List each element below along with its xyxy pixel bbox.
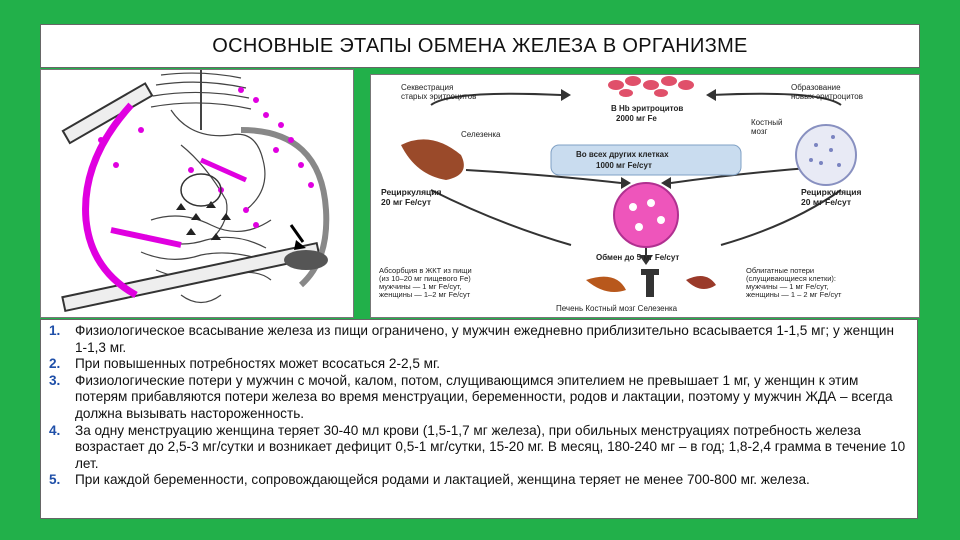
losses-label-1: Облигатные потери — [746, 266, 815, 275]
list-text: Физиологические потери у мужчин с мочой, калом, потом, слущивающимся эпителием не превышает 1 мг, у женщин к этим потерям прибавляются потери железа во время менструации, беременности, родов и лактации, поэтому у мужчин ЖДА – всегда должна вызывать настороженность. — [75, 372, 893, 421]
losses-label-4: женщины — 1 – 2 мг Fe/сут — [746, 290, 842, 299]
list-number: 4. — [49, 422, 61, 438]
recirc-right-label-2: 20 мг Fe/сут — [801, 197, 852, 207]
sequestration-label-1: Секвестрация — [401, 83, 454, 92]
list-text: При каждой беременности, сопровождающейся родами и лактацией, женщина теряет не менее 700-800 мг. железа. — [75, 472, 810, 488]
page-title: ОСНОВНЫЕ ЭТАПЫ ОБМЕНА ЖЕЛЕЗА В ОРГАНИЗМЕ — [212, 34, 748, 57]
marrow-label-1: Костный — [751, 118, 783, 127]
list-number: 2. — [49, 356, 61, 372]
losses-label-3: мужчины — 1 мг Fe/сут, — [746, 282, 829, 291]
hb-pool-label-1: В Hb эритроцитов — [611, 104, 684, 113]
formation-label-1: Образование — [791, 83, 841, 92]
list-item — [49, 472, 907, 489]
recirc-right-label-1: Рециркуляция — [801, 187, 862, 197]
marrow-label-2: мозг — [751, 127, 768, 136]
absorption-label-1: Абсорбция в ЖКТ из пищи — [379, 266, 472, 275]
hb-pool-label-2: 2000 мг Fe — [616, 114, 657, 123]
spleen-label: Селезенка — [461, 130, 501, 139]
list-text: За одну менструацию женщина теряет 30-40 мл крови (1,5-1,7 мг железа), при обильных менструациях потребность железа возрастает до 2,5-3 мг/сутки и возникает дефицит 0,5-1 мг/сутки, 15-20 мг. В месяц, 180-240 мг – в год; 1,8-2,4 грамма в течение 10 лет. — [75, 422, 906, 471]
iron-cycle-diagram — [370, 74, 920, 318]
title-box — [40, 24, 920, 68]
list-number: 5. — [49, 472, 61, 488]
list-item — [49, 323, 907, 356]
list-item — [49, 356, 907, 373]
list-item — [49, 422, 907, 473]
facts-list — [49, 323, 907, 489]
other-cells-label-2: 1000 мг Fe/сут — [596, 161, 652, 170]
list-text: Физиологическое всасывание железа из пищи ограничено, у мужчин ежедневно приблизительно всасывается 1-1,5 мг; у женщин 1-1,3 мг. — [75, 323, 894, 355]
list-number: 3. — [49, 372, 61, 388]
sequestration-label-2: старых эритроцитов — [401, 92, 477, 101]
anatomy-illustration — [40, 69, 354, 318]
other-cells-label-1: Во всех других клетках — [576, 150, 669, 159]
formation-label-2: новых эритроцитов — [791, 92, 863, 101]
recirc-left-label-2: 20 мг Fe/сут — [381, 197, 432, 207]
exchange-label: Обмен до 5 мг Fe/сут — [596, 253, 680, 262]
organs-label: Печень Костный мозг Селезенка — [556, 304, 678, 313]
recirc-left-label-1: Рециркуляция — [381, 187, 442, 197]
list-item — [49, 372, 907, 423]
anatomy-drawing — [41, 70, 353, 317]
facts-box — [40, 319, 918, 519]
list-text: При повышенных потребностях может всосаться 2-2,5 мг. — [75, 356, 441, 372]
losses-label-2: (слущивающиеся клетки): — [746, 274, 837, 283]
absorption-label-4: женщины — 1–2 мг Fe/сут — [379, 290, 471, 299]
absorption-label-2: (из 10–20 мг пищевого Fe) — [379, 274, 471, 283]
absorption-label-3: мужчины — 1 мг Fe/сут, — [379, 282, 462, 291]
iron-cycle-drawing — [371, 75, 919, 317]
list-number: 1. — [49, 323, 61, 338]
